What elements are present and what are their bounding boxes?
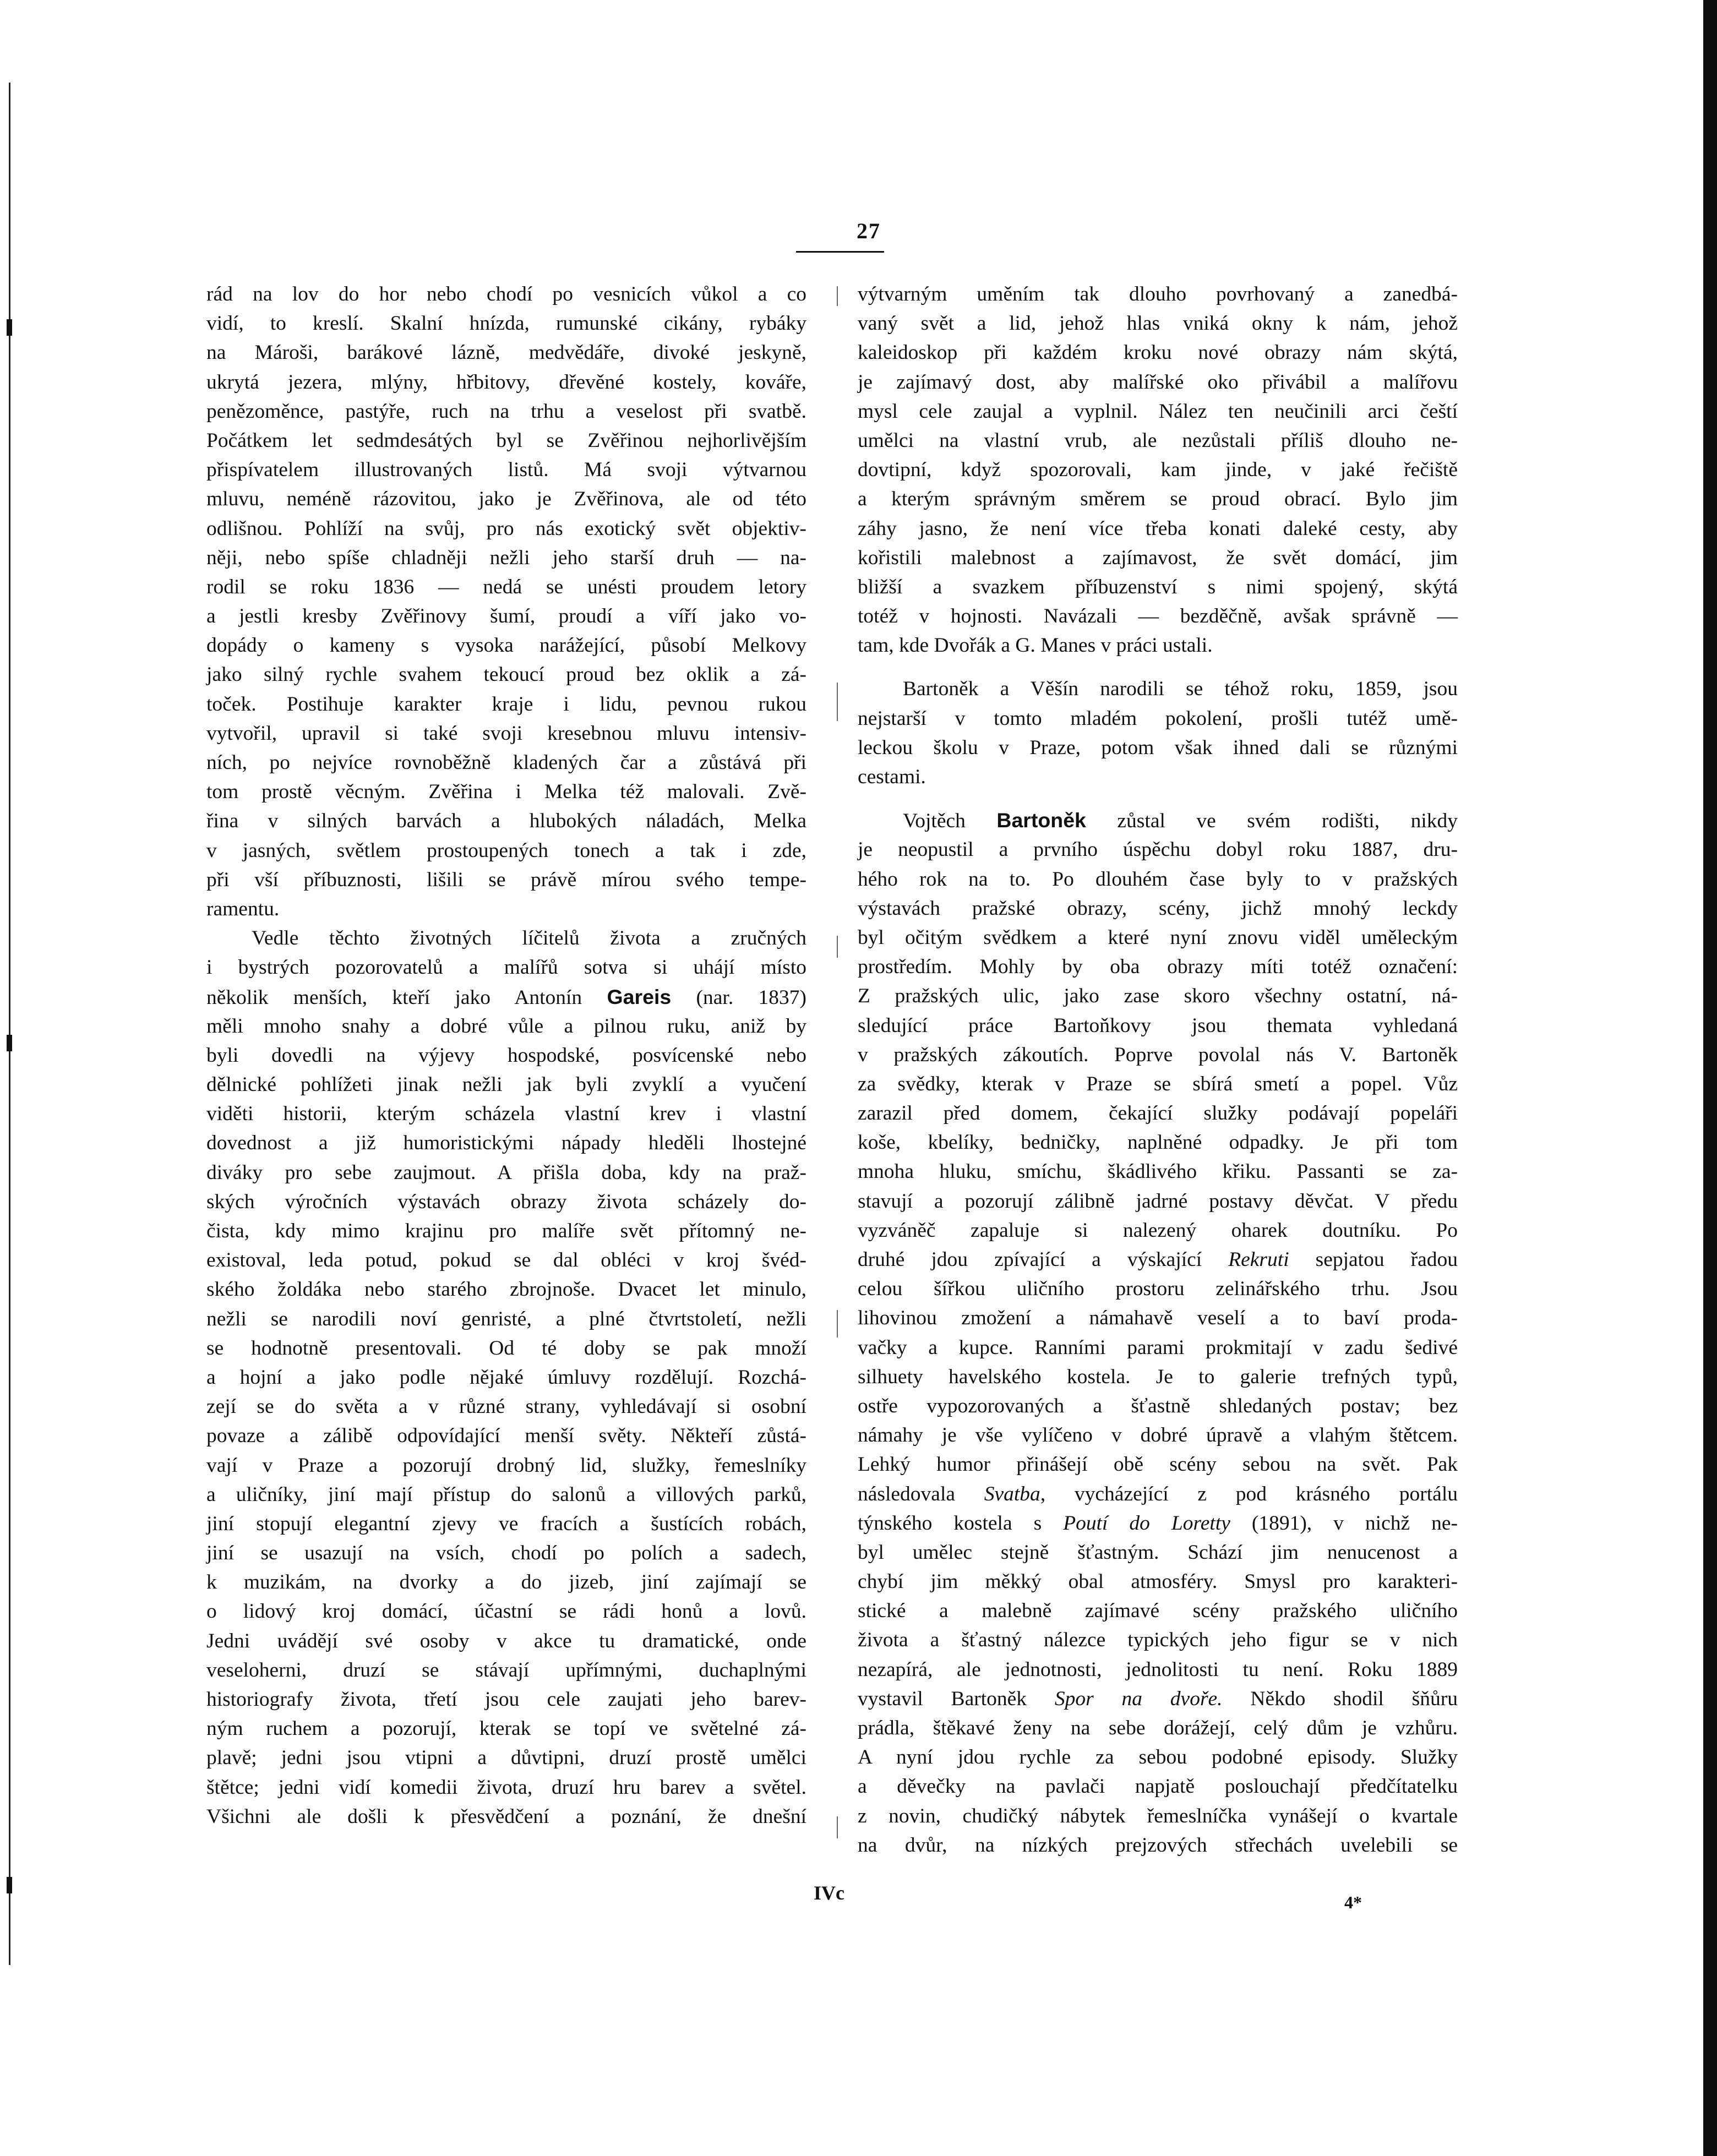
text-line: rád na lov do hor nebo chodí po vesnicích vůkol a co [206, 283, 806, 305]
text-line: umělci na vlastní vrub, ale nezůstali příliš dlouho ne- [858, 429, 1458, 452]
text-line: ského žoldáka nebo starého zbrojnoše. Dvacet let minulo, [206, 1278, 806, 1301]
text-line: štětce; jedni vidí komedii života, druzí hru barev a světel. [206, 1776, 806, 1799]
text-line: leckou školu v Praze, potom však ihned dali se různými [858, 736, 1458, 759]
text-line: tam, kde Dvořák a G. Manes v práci ustali. [858, 634, 1213, 657]
text-line: ských výročních výstavách obrazy života scházely do- [206, 1190, 806, 1213]
text-line: sledující práce Bartoňkovy jsou themata vyhledaná [858, 1014, 1458, 1037]
text-line: výstavách pražské obrazy, scény, jichž mnohý leckdy [858, 897, 1458, 920]
text-line: jako silný rychle svahem tekoucí proud bez oklik a zá- [206, 663, 806, 686]
page-edge-shadow [1703, 0, 1717, 2156]
binding-mark [7, 1035, 12, 1051]
text-line: života a šťastný nálezce typických jeho figur se v nich [858, 1629, 1458, 1652]
text-line: nezapírá, ale jednotnosti, jednolitosti tu není. Roku 1889 [858, 1658, 1458, 1681]
text-line: odlišnou. Pohlíží na svůj, pro nás exotický svět objektiv- [206, 517, 806, 540]
text-line: o lidový kroj domácí, účastní se rádi honů a lovů. [206, 1600, 806, 1623]
text-line: vají v Praze a pozorují drobný lid, služky, řemeslníky [206, 1454, 806, 1477]
text-line: koše, kbelíky, bedničky, naplněné odpadky. Je při tom [858, 1131, 1458, 1154]
text-line: záhy jasno, že není více třeba konati daleké cesty, aby [858, 517, 1458, 540]
text-line [858, 1509, 1458, 1538]
text-line: cestami. [858, 766, 926, 788]
right-column [858, 280, 1458, 1860]
text-line: nejstarší v tomto mladém pokolení, prošli tutéž umě- [858, 707, 1458, 730]
text-line: a děvečky na pavlači napjatě poslouchají předčítatelku [858, 1775, 1458, 1798]
text-run: (nar. 1837) [671, 986, 806, 1009]
paragraph [858, 674, 1458, 792]
text-line: se hodnotně presentovali. Od té doby se pak množí [206, 1336, 806, 1360]
text-line: penězoměnce, pastýře, ruch na trhu a veselost při svatbě. [206, 400, 806, 423]
text-line: je zajímavý dost, aby malířské oko přivábil a malířovu [858, 370, 1458, 394]
left-column [206, 280, 806, 1831]
column-rule [837, 1310, 838, 1338]
text-line: a uličníky, jiní mají přístup do salonů a villových parků, [206, 1483, 806, 1506]
text-line: chybí jim měkký obal atmosféry. Smysl pro karakteri- [858, 1570, 1458, 1593]
text-line: kořistili malebnost a zajímavost, že svět domácí, jim [858, 546, 1458, 569]
page-number: 27 [857, 219, 881, 243]
text-line: Lehký humor přinášejí obě scény sebou na svět. Pak [858, 1453, 1458, 1476]
text-line: Z pražských ulic, jako zase skoro všechny ostatní, ná- [858, 985, 1458, 1008]
binding-mark [7, 319, 12, 336]
text-line: v jasných, světlem prostoupených tonech a tak i zde, [206, 839, 806, 862]
column-rule [837, 286, 838, 306]
text-run: Někdo shodil šňůru [1222, 1687, 1458, 1710]
paragraph [858, 280, 1458, 660]
artwork-title: Spor na dvoře. [1054, 1687, 1223, 1710]
text-line: námahy je vše vylíčeno v dobré úpravě a vlahým štětcem. [858, 1424, 1458, 1447]
text-line: bližší a svazkem příbuzenství s nimi spojený, skýtá [858, 575, 1458, 598]
text-line: dovednost a již humoristickými nápady hleděli lhostejné [206, 1132, 806, 1155]
artwork-title: Svatba [984, 1482, 1040, 1505]
text-line: mnoha hluku, smíchu, škádlivého křiku. Passanti se za- [858, 1160, 1458, 1183]
text-block [858, 835, 1458, 1245]
text-line: viděti historii, kterým scházela vlastní krev i vlastní [206, 1102, 806, 1126]
text-line: Bartoněk a Věšín narodili se téhož roku, 1859, jsou [903, 678, 1458, 701]
text-block [206, 1012, 806, 1831]
text-line: dělnické pohlížeti jinak nežli jak byli zvyklí a vyučení [206, 1073, 806, 1096]
text-line: jiní stopují elegantní zjevy ve fracích a šustících robách, [206, 1512, 806, 1535]
text-line: mluvu, neméně rázovitou, jako je Zvěřinova, ale od této [206, 488, 806, 511]
text-run: , vycházející z pod krásného portálu [1040, 1482, 1458, 1505]
text-run: několik menších, kteří jako Antonín [206, 986, 607, 1009]
text-line [206, 983, 806, 1012]
text-block [858, 1538, 1458, 1684]
text-line: nežli se narodili noví genristé, a plné čtvrtstoletí, nežli [206, 1307, 806, 1330]
text-line: ukrytá jezera, mlýny, hřbitovy, dřevěné kostely, kováře, [206, 370, 806, 394]
text-line [858, 1245, 1458, 1274]
text-line: diváky pro sebe zaujmout. A přišla doba, kdy na praž- [206, 1161, 806, 1184]
text-line: hého rok na to. Po dlouhém čase byly to v pražských [858, 867, 1458, 891]
artist-name: Bartoněk [996, 809, 1086, 832]
text-line: k muzikám, na dvorky a do jizeb, jiní zajímají se [206, 1571, 806, 1594]
text-run: (1891), v nichž ne- [1230, 1511, 1458, 1535]
text-line: řina v silných barvách a hlubokých náladách, Melka [206, 810, 806, 833]
paragraph [858, 806, 1458, 1860]
text-line: a jestli kresby Zvěřinovy šumí, proudí a víří jako vo- [206, 605, 806, 628]
text-line: ramentu. [206, 897, 280, 920]
paragraph [206, 280, 806, 924]
text-line: na dvůr, na nízkých prejzových střechách uvelebili se [858, 1833, 1458, 1857]
text-line: byl očitým svědkem a které nyní znovu viděl uměleckým [858, 926, 1458, 949]
text-line: byli dovedli na výjevy hospodské, posvícenské nebo [206, 1044, 806, 1067]
text-block [858, 1713, 1458, 1860]
text-line: jiní se usazují na vsích, chodí po polích a sadech, [206, 1542, 806, 1565]
text-line [858, 1480, 1458, 1509]
signature-mark: IVc [814, 1882, 844, 1904]
text-line: stické a malebně zajímavé scény pražského uličního [858, 1600, 1458, 1623]
text-run: druhé jdou zpívající a výskající [858, 1248, 1229, 1271]
text-line: povaze a zálibě odpovídající menší světy. Někteří zůstá- [206, 1424, 806, 1448]
text-line: lihovinou zmožení a námahavě veselí a to baví proda- [858, 1307, 1458, 1330]
artwork-title: Poutí do Loretty [1063, 1511, 1230, 1535]
text-block [858, 1274, 1458, 1479]
text-line: vidí, to kreslí. Skalní hnízda, rumunské cikány, rybáky [206, 312, 806, 335]
paragraph-gap [858, 660, 1458, 674]
text-line: A nyní jdou rychle za sebou podobné episody. Služky [858, 1746, 1458, 1769]
text-line: výtvarným uměním tak dlouho povrhovaný a zanedbá- [858, 283, 1458, 305]
text-line: dovtipní, když spozorovali, kam jinde, v jaké řečiště [858, 459, 1458, 482]
text-line: je neopustil a prvního úspěchu dobyl roku 1887, dru- [858, 838, 1458, 861]
text-line: Jedni uvádějí své osoby v akce tu dramatické, onde [206, 1629, 806, 1652]
text-line: veselohernі, druzí se stávají upřímnými, duchaplnými [206, 1658, 806, 1682]
binding-mark [7, 1877, 12, 1893]
text-line [858, 1684, 1458, 1713]
text-line: stavují a pozorují zálibně jadrné postavy děvčat. V předu [858, 1189, 1458, 1213]
paragraph [206, 924, 806, 1831]
text-line: na Mároši, barákové lázně, medvědáře, divoké jeskyně, [206, 341, 806, 364]
text-line: v pražských zákoutích. Poprve povolal nás V. Bartoněk [858, 1043, 1458, 1066]
text-line: plavě; jedni jsou vtipni a důvtipni, druzí prostě umělci [206, 1746, 806, 1770]
text-line: vačky a kupce. Ranními parami prokmitají v zadu šedivé [858, 1336, 1458, 1359]
text-run: Vojtěch [903, 810, 997, 833]
text-line: vaný svět a lid, jehož hlas vniká okny k nám, jehož [858, 312, 1458, 335]
text-run: vystavil Bartoněk [858, 1687, 1055, 1710]
text-line: měli mnoho snahy a dobré vůle a pilnou ruku, aniž by [206, 1014, 806, 1038]
column-rule [837, 1816, 838, 1838]
signature-mark: 4* [1344, 1892, 1362, 1912]
text-run: zůstal ve svém rodišti, nikdy [1086, 810, 1458, 833]
text-line: celou šířkou uličního prostoru zelinářského trhu. Jsou [858, 1278, 1458, 1301]
text-line: i bystrých pozorovatelů a malířů sotva si uhájí místo [206, 956, 806, 979]
text-line: a hojní a jako podle nějaké úmluvy rozdělují. Rozchá- [206, 1366, 806, 1389]
text-run: týnského kostela s [858, 1511, 1064, 1535]
text-line: byl umělec stejně šťastným. Schází jim nenucenost a [858, 1541, 1458, 1564]
page-number-rule [796, 251, 884, 253]
column-rule [837, 936, 838, 958]
text-run: následovala [858, 1482, 984, 1505]
text-line: rodil se roku 1836 — nedá se unésti proudem letory [206, 575, 806, 598]
text-line [858, 806, 1458, 835]
text-line: Všichni ale došli k přesvědčení a poznání, že dnešní [206, 1805, 806, 1828]
text-line: historiografy života, třetí jsou cele zaujati jeho barev- [206, 1688, 806, 1711]
text-line: silhuety havelského kostela. Je to galerie trefných typů, [858, 1365, 1458, 1388]
text-line: ních, po nejvíce rovnoběžně kladených čar a zůstává při [206, 751, 806, 774]
text-line: mysl cele zaujal a vyplnil. Nález ten neučinili arci čeští [858, 400, 1458, 423]
text-line: vyzváněč zapaluje si nalezený oharek doutníku. Po [858, 1219, 1458, 1242]
text-line: vytvořil, upravil si také svoji kresebnou mluvu intensiv- [206, 722, 806, 745]
text-line: něji, nebo spíše chladněji nežli jeho starší druh — na- [206, 546, 806, 569]
text-line: zejí se do světa a v různé strany, vyhledávají si osobní [206, 1395, 806, 1418]
text-line: Vedle těchto životných líčitelů života a zručných [252, 927, 806, 950]
text-line: prostředím. Mohly by oba obrazy míti totéž označení: [858, 956, 1458, 979]
text-line: za svědky, kterak v Praze se sbírá smetí a popel. Vůz [858, 1072, 1458, 1095]
binding-edge [9, 83, 10, 1965]
text-line: kaleidoskop při každém kroku nové obrazy nám skýtá, [858, 341, 1458, 364]
text-line: dopády o kameny s vysoka narážející, působí Melkovy [206, 634, 806, 657]
text-line: prádla, štěkavé ženy na sebe dorážejí, celý dům je vzhůru. [858, 1717, 1458, 1739]
text-line: ostře vypozorovaných a šťastně shledaných postav; bez [858, 1394, 1458, 1417]
artwork-title: Rekruti [1228, 1248, 1289, 1271]
text-line: existoval, leda potud, pokud se dal obléci v kroj švéd- [206, 1249, 806, 1272]
text-line: zarazil před domem, čekající služky podávají popeláři [858, 1102, 1458, 1125]
text-line: z novin, chudičký nábytek řemeslníčka vynášejí o kvartale [858, 1804, 1458, 1827]
artist-name: Gareis [607, 985, 672, 1008]
text-line: při vší příbuznosti, lišili se právě mírou svého tempe- [206, 868, 806, 891]
text-line: Počátkem let sedmdesátých byl se Zvěřinou nejhorlivějším [206, 429, 806, 452]
text-line: přispívatelem illustrovaných listů. Má svoji výtvarnou [206, 459, 806, 482]
text-line: tom prostě věcným. Zvěřina i Melka též malovali. Zvě- [206, 780, 806, 804]
text-line: a kterým správným směrem se proud obrací. Bylo jim [858, 488, 1458, 511]
text-line: toček. Postihuje karakter kraje i lidu, pevnou rukou [206, 692, 806, 716]
text-line: totéž v hojnosti. Navázali — bezděčně, avšak správně — [858, 605, 1458, 628]
text-line: čista, kdy mimo krajinu pro malíře svět přítomný ne- [206, 1220, 806, 1242]
text-run: sepjatou řadou [1289, 1248, 1458, 1271]
column-rule [837, 683, 838, 721]
text-line: ným ruchem a pozorují, kterak se topí ve světelné zá- [206, 1717, 806, 1740]
paragraph-gap [858, 792, 1458, 806]
